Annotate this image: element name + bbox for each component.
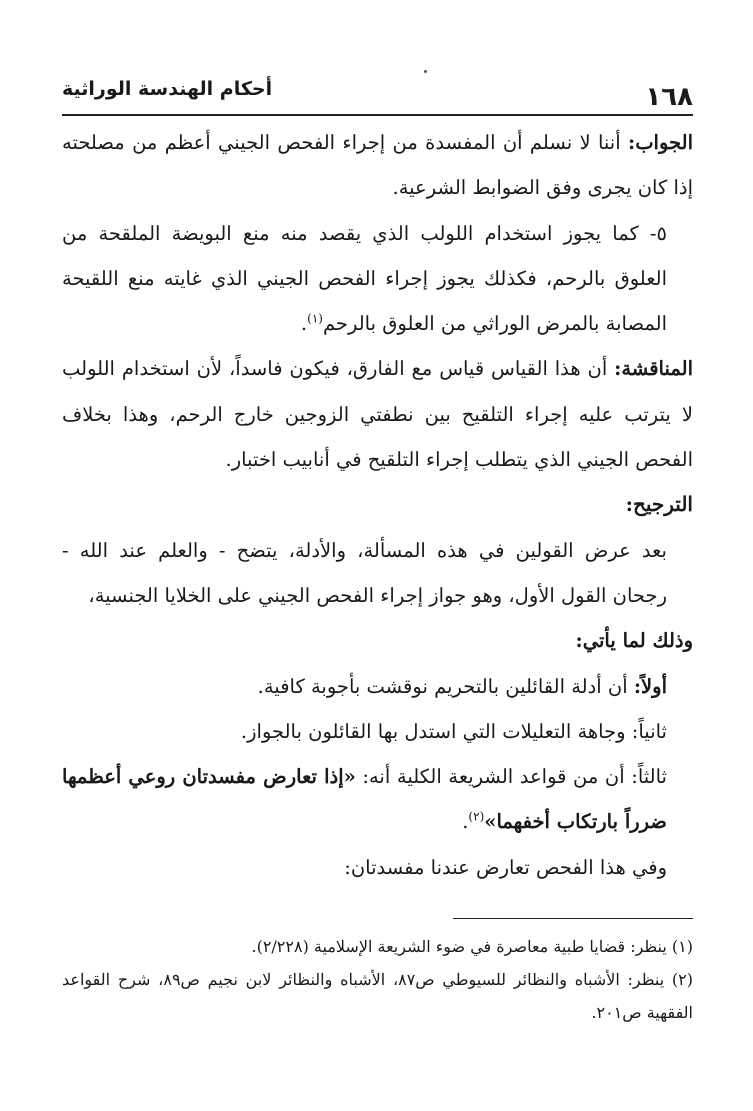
point-5-text: ٥- كما يجوز استخدام اللولب الذي يقصد منه منع البويضة الملقحة من العلوق بالرحم، فكذلك يجوز إجراء الفحص الجيني الذي غايته منع اللقيحة المصابة بالمرض الوراثي من العلوق بالرحم [62, 221, 667, 336]
preference-title: الترجيح: [625, 492, 693, 517]
reason-first [62, 664, 693, 709]
scan-speck [424, 70, 427, 73]
discussion-paragraph [62, 346, 693, 482]
preference-paragraph [62, 528, 693, 619]
answer-label: الجواب: [628, 131, 693, 154]
second-label: ثانياً: [631, 719, 667, 743]
preference-text: بعد عرض القولين في هذه المسألة، والأدلة، يتضح - والعلم عند الله - رجحان القول الأول، وهو جواز إجراء الفحص الجيني على الخلايا الجنسية، [62, 538, 667, 607]
discussion-label: المناقشة: [614, 357, 693, 381]
footnote-divider [453, 918, 693, 919]
third-text: أن من قواعد الشريعة الكلية أنه: [362, 765, 625, 789]
closing-paragraph [62, 845, 693, 890]
first-label: أولاً: [633, 674, 667, 698]
answer-paragraph [62, 120, 693, 211]
third-period: . [462, 810, 469, 834]
point-5-paragraph [62, 211, 693, 347]
reason-third [62, 754, 693, 845]
page-header [62, 74, 693, 116]
footnote-2: (٢) ينظر: الأشباه والنظائر للسيوطي ص٨٧، الأشباه والنظائر لابن نجيم ص٨٩، شرح القواعد الفقهية ص٢٠١. [62, 970, 694, 1022]
main-text [62, 120, 693, 890]
footnote-ref-1[interactable]: (١) [307, 311, 323, 326]
running-title: أحكام الهندسة الوراثية [62, 78, 273, 100]
footnotes [62, 930, 693, 1029]
discussion-text: أن هذا القياس قياس مع الفارق، فيكون فاسداً، لأن استخدام اللولب لا يترتب عليه إجراء التلقيح بين نطفتي الزوجين خارج الرحم، وهذا بخلاف الفحص الجيني الذي يتطلب إجراء التلقيح في أنابيب اختبار. [62, 357, 693, 472]
reasons-intro-text: وذلك لما يأتي: [575, 629, 693, 653]
reasons-intro [62, 618, 693, 663]
third-quote: «إذا تعارض مفسدتان روعي أعظمها ضرراً بارتكاب أخفهما» [62, 765, 667, 834]
first-text: أن أدلة القائلين بالتحريم نوقشت بأجوبة كافية. [257, 674, 628, 698]
footnote-ref-2[interactable]: (٢) [468, 809, 485, 824]
second-text: وجاهة التعليلات التي استدل بها القائلون بالجواز. [240, 719, 626, 743]
footnote-1: (١) ينظر: قضايا طبية معاصرة في ضوء الشريعة الإسلامية (٢/٢٢٨). [251, 937, 693, 956]
preference-heading [62, 482, 693, 527]
closing-text: وفي هذا الفحص تعارض عندنا مفسدتان: [344, 855, 667, 879]
page-number: ١٦٨ [645, 82, 693, 112]
reason-second [62, 709, 693, 754]
point-5-period: . [300, 312, 308, 336]
third-label: ثالثاً: [631, 765, 667, 789]
answer-text: أننا لا نسلم أن المفسدة من إجراء الفحص الجيني أعظم من مصلحته إذا كان يجرى وفق الضوابط الشرعية. [62, 131, 693, 200]
